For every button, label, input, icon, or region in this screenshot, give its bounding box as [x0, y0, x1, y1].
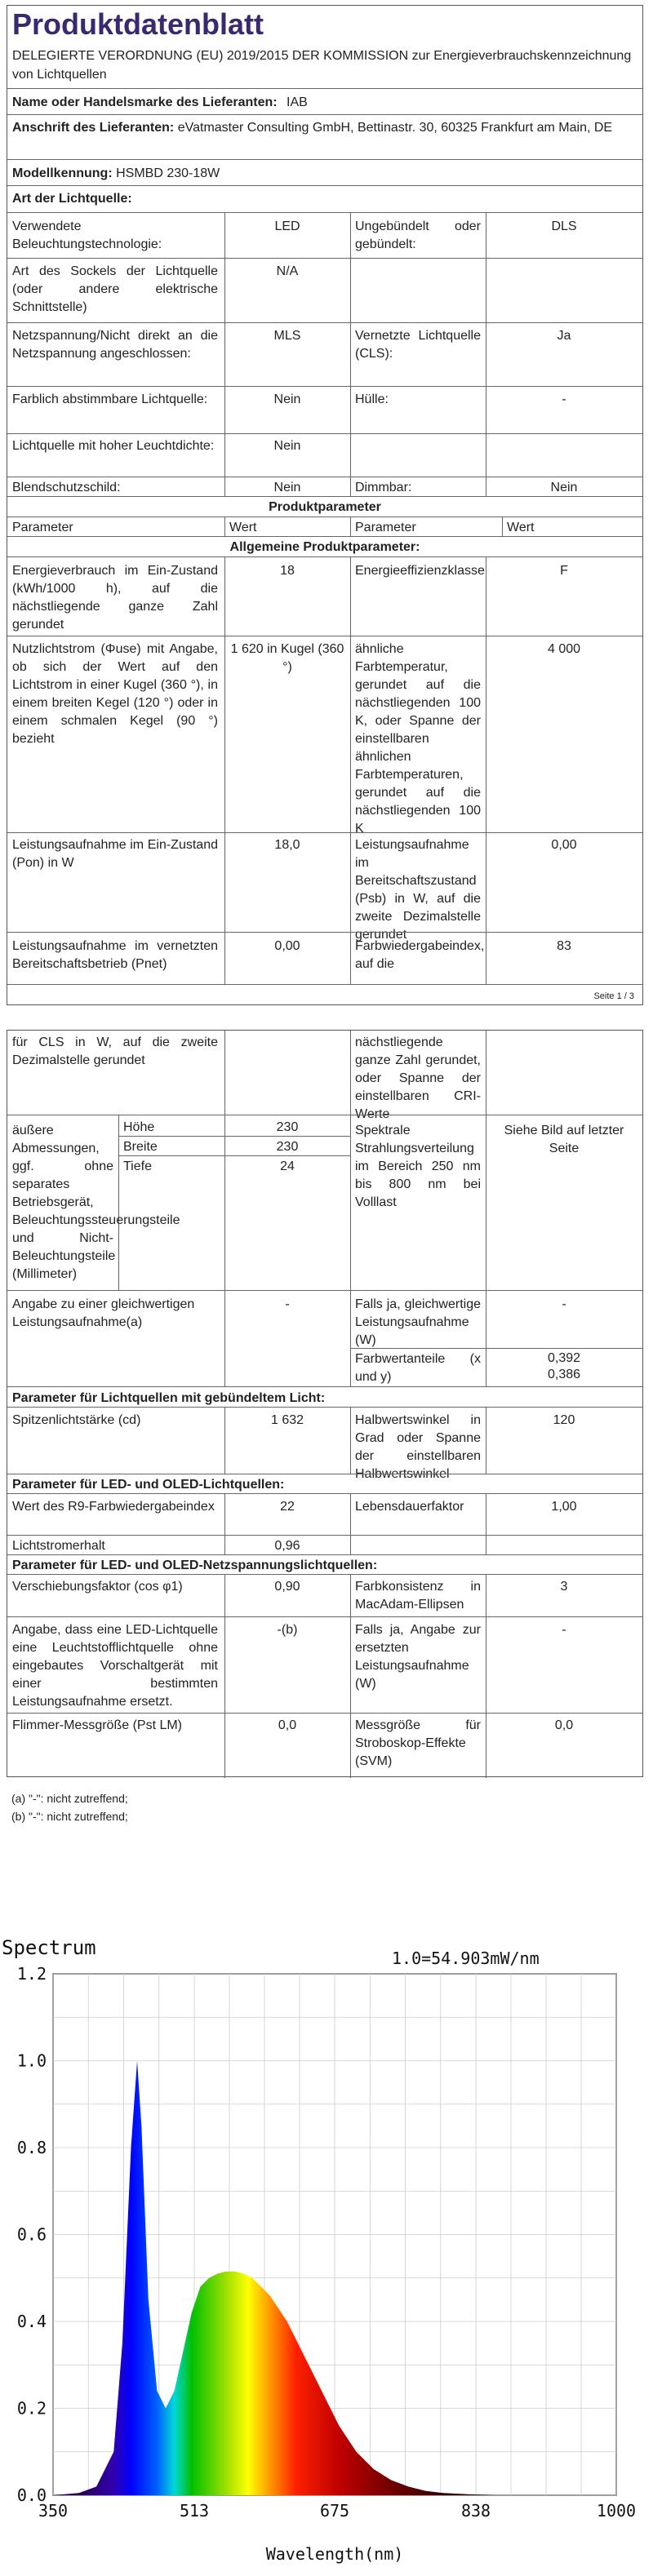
- dim-depth-label: Tiefe: [123, 1159, 152, 1173]
- spectral-distribution-label: Spektrale Strahlungsverteilung im Bereich 250 nm bis 800 nm bei Volllast: [355, 1124, 481, 1209]
- replaced-power-value: -: [562, 1623, 566, 1637]
- on-mode-power-value: 18,0: [274, 838, 300, 852]
- led-params-heading: Parameter für LED- und OLED-Lichtquellen:: [12, 1478, 285, 1492]
- efficiency-class-label: Energieeffizienzklasse: [355, 564, 485, 578]
- stroboscopic-label: Messgröße für Stroboskop-Effekte (SVM): [355, 1718, 481, 1768]
- energy-consumption-label: Energieverbrauch im Ein-Zustand (kWh/1000 h), auf die nächstliegende ganze Zahl gerundet: [12, 564, 218, 632]
- spectral-distribution-value: Siehe Bild auf letzter Seite: [504, 1124, 624, 1155]
- focused-params-heading: Parameter für Lichtquellen mit gebündeltem Licht:: [12, 1391, 326, 1405]
- mains-label: Netzspannung/Nicht direkt an die Netzspannung angeschlossen:: [12, 329, 218, 361]
- product-params-heading: Produktparameter: [269, 500, 381, 514]
- model-id: Modellkennung: HSMBD 230-18W: [12, 166, 220, 180]
- datasheet-page-1: [7, 5, 643, 1005]
- high-luminance-label: Lichtquelle mit hoher Leuchtdichte:: [12, 439, 215, 453]
- displacement-factor-label: Verschiebungsfaktor (cos φ1): [12, 1580, 183, 1594]
- flicker-value: 0,0: [278, 1718, 297, 1732]
- cap-type-label: Art des Sockels der Lichtquelle (oder andere elektrische Schnittstelle): [12, 264, 218, 314]
- supplier-address: Anschrift des Lieferanten: eVatmaster Consulting GmbH, Bettinastr. 30, 60325 Frankfurt am Main, DE: [12, 121, 613, 135]
- cls-label: Vernetzte Lichtquelle (CLS):: [355, 329, 481, 361]
- y-tick-label: 0.8: [16, 2138, 47, 2157]
- cri-value: 83: [557, 939, 571, 953]
- dim-height-value: 230: [276, 1120, 299, 1134]
- col-param-1: Parameter: [12, 521, 73, 534]
- supplier-name-label: Name oder Handelsmarke des Lieferanten:: [12, 95, 278, 109]
- page-title: Produktdatenblatt: [12, 7, 264, 41]
- equivalent-power-value: -: [562, 1297, 566, 1311]
- dim-width-label: Breite: [123, 1140, 158, 1154]
- general-params-heading: Allgemeine Produktparameter:: [229, 540, 420, 554]
- cct-value: 4 000: [547, 642, 581, 656]
- antiglare-label: Blendschutzschild:: [12, 481, 121, 494]
- dim-height-label: Höhe: [123, 1120, 155, 1134]
- antiglare-value: Nein: [273, 481, 301, 494]
- envelope-label: Hülle:: [355, 392, 389, 406]
- mls-params-heading: Parameter für LED- und OLED-Netzspannungslichtquellen:: [12, 1558, 378, 1572]
- chart-annotation: 1.0=54.903mW/nm: [392, 1949, 540, 1968]
- beam-angle-value: 120: [553, 1413, 575, 1427]
- dim-width-value: 230: [276, 1140, 299, 1154]
- colour-consistency-label: Farbkonsistenz in MacAdam-Ellipsen: [355, 1580, 481, 1612]
- x-tick-label: 350: [38, 2501, 69, 2521]
- y-tick-label: 0.6: [16, 2224, 47, 2245]
- standby-power-label: Leistungsaufnahme im Bereitschaftszustand (Psb) in W, auf die zweite Dezimalstelle gerundet: [355, 838, 481, 942]
- luminous-flux-value: 1 620 in Kugel (360 °): [230, 642, 344, 674]
- displacement-factor-value: 0,90: [274, 1580, 300, 1594]
- replacement-claim-label: Angabe, dass eine LED-Lichtquelle eine Leuchtstofflichtquelle ohne eingebautes Vorschaltgerät mit einer bestimmten Leistungsaufnahme ersetzt.: [12, 1623, 218, 1709]
- flicker-label: Flimmer-Messgröße (Pst LM): [12, 1718, 183, 1732]
- cri-label: Farbwiedergabeindex, auf die: [355, 939, 485, 971]
- cri-continued: nächstliegende ganze Zahl gerundet, oder Spanne der einstellbaren CRI-Werte: [355, 1035, 481, 1121]
- mains-value: MLS: [273, 329, 301, 343]
- y-tick-labels: [17, 1964, 47, 2505]
- col-value-1: Wert: [229, 521, 257, 534]
- x-tick-label: 675: [319, 2501, 350, 2521]
- efficiency-class-value: F: [560, 564, 568, 578]
- cap-type-value: N/A: [276, 264, 299, 278]
- tech-label: Verwendete Beleuchtungstechnologie:: [12, 219, 162, 251]
- y-tick-label: 0.4: [16, 2312, 47, 2331]
- spectrum-chart: [0, 1923, 653, 2576]
- chromaticity-values: 0,392 0,386: [547, 1351, 581, 1381]
- peak-intensity-value: 1 632: [270, 1413, 304, 1427]
- on-mode-power-label: Leistungsaufnahme im Ein-Zustand (Pon) in W: [12, 838, 218, 870]
- directional-label: Ungebündelt oder gebündelt:: [355, 219, 481, 251]
- x-tick-label: 838: [460, 2501, 491, 2521]
- equivalent-power-label: Falls ja, gleichwertige Leistungsaufnahme (W): [355, 1297, 481, 1347]
- luminous-flux-label: Nutzlichtstrom (Φuse) mit Angabe, ob sich der Wert auf den Lichtstrom in einer Kugel (360 °), in einem breiten Kegel (120 °) oder in einem schmalen Kegel (90 °) bezieht: [12, 642, 218, 746]
- replaced-power-label: Falls ja, Angabe zur ersetzten Leistungsaufnahme (W): [355, 1623, 481, 1691]
- lumen-maintenance-value: 0,96: [274, 1539, 300, 1553]
- beam-angle-label: Halbwertswinkel in Grad oder Spanne der einstellbaren Halbwertswinkel: [355, 1413, 481, 1481]
- y-tick-label: 1.2: [16, 1964, 47, 1984]
- supplier-name-value: IAB: [287, 95, 308, 109]
- networked-standby-value: 0,00: [274, 939, 300, 953]
- datasheet-page-2: [7, 1030, 643, 1777]
- cls-value: Ja: [557, 329, 571, 343]
- chromaticity-label: Farbwertanteile (x und y): [355, 1352, 481, 1384]
- tunable-label: Farblich abstimmbare Lichtquelle:: [12, 392, 208, 406]
- chart-title: Spectrum: [2, 1936, 96, 1959]
- footnote-a: (a) "-": nicht zutreffend;: [11, 1792, 128, 1805]
- replacement-claim-value: -(b): [277, 1623, 298, 1637]
- x-tick-label: 1000: [596, 2501, 637, 2521]
- x-tick-label: 513: [179, 2501, 210, 2521]
- tunable-value: Nein: [273, 392, 301, 406]
- energy-consumption-value: 18: [280, 564, 295, 578]
- footnote-b: (b) "-": nicht zutreffend;: [11, 1810, 128, 1823]
- survival-factor-label: Lebensdauerfaktor: [355, 1500, 464, 1514]
- stroboscopic-value: 0,0: [554, 1718, 574, 1732]
- r9-label: Wert des R9-Farbwiedergabeindex: [12, 1500, 215, 1514]
- regulation-text: DELEGIERTE VERORDNUNG (EU) 2019/2015 DER KOMMISSION zur Energieverbrauchskennzeichnung von Lichtquellen: [12, 49, 632, 82]
- survival-factor-value: 1,00: [551, 1500, 577, 1514]
- x-axis-label: Wavelength(nm): [265, 2544, 404, 2564]
- tech-value: LED: [274, 219, 300, 233]
- y-tick-label: 1.0: [16, 2051, 47, 2071]
- dim-depth-value: 24: [280, 1159, 295, 1173]
- equivalent-power-claim-value: -: [285, 1297, 290, 1311]
- directional-value: DLS: [551, 219, 577, 233]
- cct-label: ähnliche Farbtemperatur, gerundet auf die nächstliegenden 100 K, oder Spanne der einstellbaren ähnlichen Farbtemperaturen, gerundet auf die nächstliegenden 100 K: [355, 642, 481, 836]
- col-value-2: Wert: [507, 521, 535, 534]
- envelope-value: -: [562, 392, 566, 406]
- y-tick-label: 0.2: [16, 2398, 47, 2419]
- networked-standby-label: Leistungsaufnahme im vernetzten Bereitschaftsbetrieb (Pnet): [12, 939, 218, 971]
- type-section-heading: Art der Lichtquelle:: [12, 192, 132, 206]
- dimensions-label: äußere Abmessungen, ggf. ohne separates Betriebsgerät, Beleuchtungssteuerungsteile und Nicht-Beleuchtungsteile (Millimeter): [12, 1124, 180, 1281]
- lumen-maintenance-label: Lichtstromerhalt: [12, 1539, 105, 1553]
- col-param-2: Parameter: [355, 521, 416, 534]
- colour-consistency-value: 3: [560, 1580, 568, 1594]
- peak-intensity-label: Spitzenlichtstärke (cd): [12, 1413, 141, 1427]
- equivalent-power-claim-label: Angabe zu einer gleichwertigen Leistungsaufnahme(a): [12, 1297, 195, 1329]
- dimmable-label: Dimmbar:: [355, 481, 412, 494]
- y-tick-label: 0.0: [16, 2485, 47, 2505]
- x-tick-labels: [38, 2501, 636, 2521]
- page-number: Seite 1 / 3: [593, 991, 634, 1001]
- r9-value: 22: [280, 1500, 295, 1514]
- high-luminance-value: Nein: [273, 439, 301, 453]
- dimmable-value: Nein: [550, 481, 578, 494]
- cri-cls-continued: für CLS in W, auf die zweite Dezimalstelle gerundet: [12, 1035, 218, 1067]
- standby-power-value: 0,00: [551, 838, 577, 852]
